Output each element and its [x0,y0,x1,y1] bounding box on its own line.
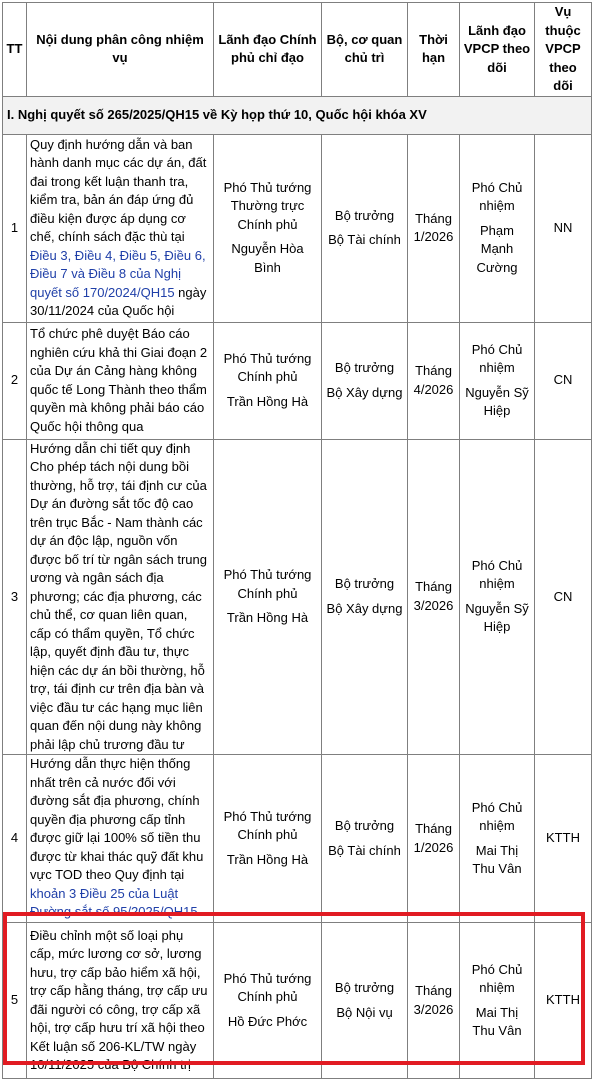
deadline-cell: Tháng 1/2026 [408,134,460,322]
table-row [3,322,592,439]
dept-cell: KTTH [535,755,592,923]
row-number: 4 [3,755,27,923]
row-number: 1 [3,134,27,322]
header-tt: TT [3,3,27,97]
vpcp-leader-cell: Phó Chủ nhiệm Nguyễn Sỹ Hiệp [460,322,535,439]
agency-cell: Bộ trưởng Bộ Nội vụ [322,923,408,1079]
dept-cell: CN [535,439,592,755]
agency-cell: Bộ trưởng Bộ Tài chính [322,755,408,923]
agency-cell: Bộ trưởng Bộ Xây dựng [322,439,408,755]
legal-reference-link[interactable]: khoản 3 Điều 25 của Luật Đường sắt số 95/2025/QH15 [30,885,198,920]
table-row [3,134,592,322]
row-number: 5 [3,923,27,1079]
dept-cell: CN [535,322,592,439]
leader-cell: Phó Thủ tướng Thường trực Chính phủ Nguyễn Hòa Bình [214,134,322,322]
vpcp-leader-cell: Phó Chủ nhiệm Nguyễn Sỹ Hiệp [460,439,535,755]
dept-cell: NN [535,134,592,322]
header-vpcp-leader: Lãnh đạo VPCP theo dõi [460,3,535,97]
header-leader: Lãnh đạo Chính phủ chỉ đạo [214,3,322,97]
deadline-cell: Tháng 4/2026 [408,322,460,439]
table-row [3,923,592,1079]
task-content: Tổ chức phê duyệt Báo cáo nghiên cứu khả thi Giai đoạn 2 của Dự án Cảng hàng không quốc tế Long Thành theo thẩm quyền mà không phải báo cáo Quốc hội thông qua [27,322,214,439]
table-row [3,755,592,923]
leader-cell: Phó Thủ tướng Chính phủ Hồ Đức Phớc [214,923,322,1079]
vpcp-leader-cell: Phó Chủ nhiệm Phạm Mạnh Cường [460,134,535,322]
header-deadline: Thời hạn [408,3,460,97]
deadline-cell: Tháng 1/2026 [408,755,460,923]
header-agency: Bộ, cơ quan chủ trì [322,3,408,97]
deadline-cell: Tháng 3/2026 [408,439,460,755]
task-content: Hướng dẫn thực hiện thống nhất trên cả nước đối với đường sắt địa phương, chính quyền địa phương cấp tỉnh được giữ lại 100% số tiền thu được từ khai thác quỹ đất khu vực TOD theo Quy định tại khoản 3 Điều 25 của Luật Đường sắt số 95/2025/QH15 [27,755,214,923]
assignment-table [2,2,592,1079]
table-row [3,439,592,755]
agency-cell: Bộ trưởng Bộ Tài chính [322,134,408,322]
row-number: 2 [3,322,27,439]
vpcp-leader-cell: Phó Chủ nhiệm Mai Thị Thu Vân [460,755,535,923]
section-row [3,96,592,134]
header-dept: Vụ thuộc VPCP theo dõi [535,3,592,97]
task-content: Điều chỉnh một số loại phụ cấp, mức lương cơ sở, lương hưu, trợ cấp bảo hiểm xã hội, trợ cấp hằng tháng, trợ cấp ưu đãi người có công, trợ cấp xã hội, trợ cấp hưu trí xã hội theo Kết luận số 206-KL/TW ngày 10/11/2025 của Bộ Chính trị [27,923,214,1079]
row-number: 3 [3,439,27,755]
header-row [3,3,592,97]
deadline-cell: Tháng 3/2026 [408,923,460,1079]
task-content: Quy định hướng dẫn và ban hành danh mục các dự án, đất đai trong kết luận thanh tra, kiểm tra, bản án đáp ứng đủ điều kiện được áp dụng cơ chế, chính sách đặc thù tại Điều 3, Điều 4, Điều 5, Điều 6, Điều 7 và Điều 8 của Nghị quyết số 170/2024/QH15 ngày 30/11/2024 của Quốc hội [27,134,214,322]
dept-cell: KTTH [535,923,592,1079]
task-content: Hướng dẫn chi tiết quy định Cho phép tách nội dung bồi thường, hỗ trợ, tái định cư của Dự án đường sắt tốc độ cao trên trục Bắc - Nam thành các dự án độc lập, nguồn vốn được bố trí từ ngân sách trung ương và ngân sách địa phương; các địa phương, các chủ thể, cơ quan liên quan, cấp có thẩm quyền, Tổ chức lập, quyết định đầu tư, thực hiện các dự án bồi thường, hỗ trợ, tái định cư trên địa bàn và việc đầu tư các hạng mục liên quan đến nội dung này không phải lập chủ trương đầu tư [27,439,214,755]
legal-reference-link[interactable]: Điều 3, Điều 4, Điều 5, Điều 6, Điều 7 và Điều 8 của Nghị quyết số 170/2024/QH15 [30,247,206,300]
leader-cell: Phó Thủ tướng Chính phủ Trần Hồng Hà [214,322,322,439]
agency-cell: Bộ trưởng Bộ Xây dựng [322,322,408,439]
vpcp-leader-cell: Phó Chủ nhiệm Mai Thị Thu Vân [460,923,535,1079]
leader-cell: Phó Thủ tướng Chính phủ Trần Hồng Hà [214,755,322,923]
leader-cell: Phó Thủ tướng Chính phủ Trần Hồng Hà [214,439,322,755]
header-content: Nội dung phân công nhiệm vụ [27,3,214,97]
section-title: I. Nghị quyết số 265/2025/QH15 về Kỳ họp thứ 10, Quốc hội khóa XV [3,96,592,134]
